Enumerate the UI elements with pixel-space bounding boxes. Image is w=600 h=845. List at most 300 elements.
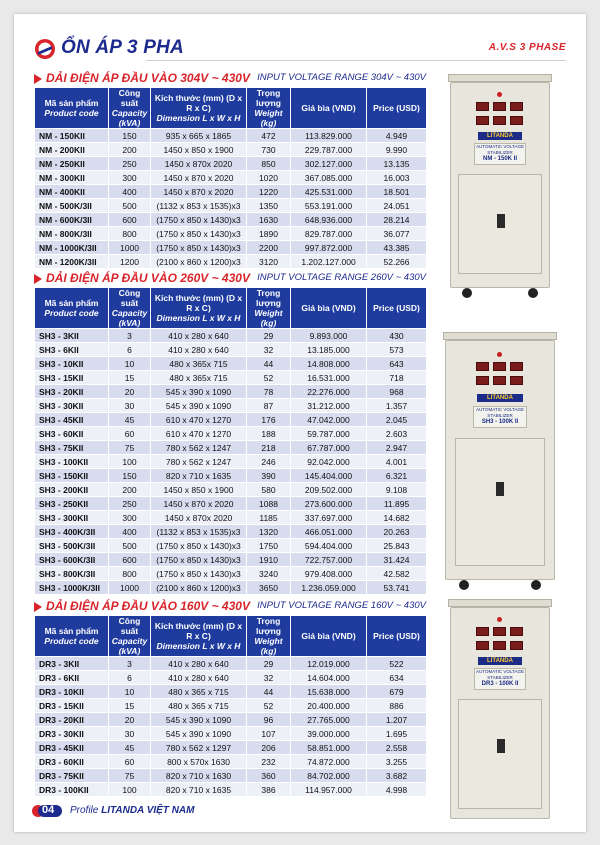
- table-row: [35, 483, 427, 497]
- cell-capacity: 1000: [109, 241, 151, 255]
- cell-product-code: SH3 - 10KII: [35, 357, 109, 371]
- col-header-capacity: [109, 88, 151, 129]
- cell-price-usd: 31.424: [367, 553, 427, 567]
- wheel-icon: [462, 288, 472, 298]
- section-title-160v: [34, 599, 426, 615]
- cell-price-vnd: 466.051.000: [291, 525, 367, 539]
- col-header-code: [35, 616, 109, 657]
- col-header-capacity-vn: Công suất: [118, 616, 141, 636]
- cell-capacity: 150: [109, 469, 151, 483]
- cabinet-lid: [443, 332, 557, 340]
- table-row: [35, 255, 427, 269]
- cell-price-vnd: 67.787.000: [291, 441, 367, 455]
- cell-product-code: SH3 - 800K/3II: [35, 567, 109, 581]
- table-row: [35, 143, 427, 157]
- cell-weight: 360: [247, 769, 291, 783]
- cell-price-usd: 3.682: [367, 769, 427, 783]
- cell-dimension: 820 x 710 x 1630: [151, 769, 247, 783]
- cell-product-code: SH3 - 30KII: [35, 399, 109, 413]
- table-row: [35, 525, 427, 539]
- table-row: [35, 713, 427, 727]
- cell-capacity: 400: [109, 185, 151, 199]
- cell-dimension: 545 x 390 x 1090: [151, 727, 247, 741]
- col-header-code-en: Product code: [44, 636, 99, 646]
- footer-text: [70, 805, 194, 816]
- table-row: [35, 699, 427, 713]
- cell-price-usd: 2.603: [367, 427, 427, 441]
- meter-icon: [476, 376, 489, 385]
- cell-dimension: (1750 x 850 x 1430)x3: [151, 227, 247, 241]
- cell-weight: 246: [247, 455, 291, 469]
- table-row: [35, 455, 427, 469]
- cell-price-usd: 43.385: [367, 241, 427, 255]
- meter-icon: [510, 627, 523, 636]
- cell-product-code: SH3 - 300KII: [35, 511, 109, 525]
- cell-product-code: SH3 - 20KII: [35, 385, 109, 399]
- brand-label: LITANDA: [478, 132, 522, 140]
- col-header-capacity: [109, 616, 151, 657]
- cell-dimension: 1450 x 850 x 1900: [151, 143, 247, 157]
- col-header-weight-en: Weight (kg): [254, 108, 283, 128]
- cell-dimension: 820 x 710 x 1635: [151, 469, 247, 483]
- cell-weight: 3120: [247, 255, 291, 269]
- cell-product-code: DR3 - 45KII: [35, 741, 109, 755]
- cell-capacity: 15: [109, 371, 151, 385]
- cell-product-code: NM - 150KII: [35, 129, 109, 143]
- footer-company: LITANDA VIỆT NAM: [101, 805, 195, 816]
- product-image-sh3: [439, 332, 561, 594]
- cell-weight: 390: [247, 469, 291, 483]
- meter-icon: [493, 641, 506, 650]
- wheel-icon: [528, 288, 538, 298]
- cell-product-code: NM - 250KII: [35, 157, 109, 171]
- cell-dimension: 480 x 365 x 715: [151, 685, 247, 699]
- section-title-260v: [34, 271, 426, 287]
- cell-price-usd: 968: [367, 385, 427, 399]
- meter-icon: [493, 362, 506, 371]
- col-header-weight: [247, 88, 291, 129]
- cell-product-code: DR3 - 20KII: [35, 713, 109, 727]
- cell-weight: 3650: [247, 581, 291, 595]
- table-row: [35, 129, 427, 143]
- cell-price-usd: 13.135: [367, 157, 427, 171]
- cell-weight: 32: [247, 671, 291, 685]
- cell-dimension: 545 x 390 x 1090: [151, 385, 247, 399]
- cell-price-usd: 679: [367, 685, 427, 699]
- cell-product-code: DR3 - 100KII: [35, 783, 109, 797]
- footer-profile-label: Profile: [70, 805, 99, 816]
- cell-capacity: 200: [109, 143, 151, 157]
- cell-dimension: (1750 x 850 x 1430)x3: [151, 553, 247, 567]
- section-title-vn: DẢI ĐIỆN ÁP ĐẦU VÀO 160V ~ 430V: [46, 599, 250, 613]
- triangle-bullet-icon: [34, 74, 42, 84]
- cell-weight: 107: [247, 727, 291, 741]
- meter-icon: [476, 102, 489, 111]
- cell-capacity: 20: [109, 713, 151, 727]
- model-name: DR3 - 100K II: [481, 681, 519, 687]
- table-row: [35, 727, 427, 741]
- table-row: [35, 685, 427, 699]
- col-header-dimension-en: Dimension L x W x H: [156, 641, 241, 651]
- cell-weight: 96: [247, 713, 291, 727]
- cell-product-code: DR3 - 30KII: [35, 727, 109, 741]
- cell-weight: 52: [247, 371, 291, 385]
- cell-capacity: 30: [109, 727, 151, 741]
- cell-weight: 850: [247, 157, 291, 171]
- cell-product-code: DR3 - 60KII: [35, 755, 109, 769]
- table-row: [35, 171, 427, 185]
- cell-capacity: 30: [109, 399, 151, 413]
- cell-product-code: NM - 1000K/3II: [35, 241, 109, 255]
- col-header-weight-vn: Trọng lượng: [256, 88, 281, 108]
- cell-product-code: SH3 - 6KII: [35, 343, 109, 357]
- cell-price-vnd: 1.202.127.000: [291, 255, 367, 269]
- cell-capacity: 60: [109, 755, 151, 769]
- col-header-price-usd-vn: Price (USD): [373, 631, 420, 641]
- cell-capacity: 200: [109, 483, 151, 497]
- wheel-icon: [459, 580, 469, 590]
- table-row: [35, 671, 427, 685]
- cell-weight: 206: [247, 741, 291, 755]
- table-row: [35, 755, 427, 769]
- cell-product-code: SH3 - 45KII: [35, 413, 109, 427]
- cell-weight: 2200: [247, 241, 291, 255]
- table-header-row: [35, 616, 427, 657]
- cell-dimension: 820 x 710 x 1635: [151, 783, 247, 797]
- cell-price-vnd: 58.851.000: [291, 741, 367, 755]
- cell-price-vnd: 979.408.000: [291, 567, 367, 581]
- spec-table-160v: [34, 615, 427, 797]
- table-header-row: [35, 288, 427, 329]
- cell-capacity: 15: [109, 699, 151, 713]
- col-header-code: [35, 88, 109, 129]
- cell-dimension: 410 x 280 x 640: [151, 343, 247, 357]
- col-header-price-usd-vn: Price (USD): [373, 103, 420, 113]
- cell-price-usd: 573: [367, 343, 427, 357]
- cell-price-usd: 4.998: [367, 783, 427, 797]
- cell-price-vnd: 20.400.000: [291, 699, 367, 713]
- cell-price-vnd: 145.404.000: [291, 469, 367, 483]
- cell-price-vnd: 39.000.000: [291, 727, 367, 741]
- table-row: [35, 539, 427, 553]
- table-row: [35, 385, 427, 399]
- table-row: [35, 427, 427, 441]
- cell-price-vnd: 15.638.000: [291, 685, 367, 699]
- wheel-icon: [531, 580, 541, 590]
- cell-weight: 29: [247, 329, 291, 343]
- breaker-icon: [496, 482, 504, 496]
- meter-icon: [493, 102, 506, 111]
- cell-weight: 232: [247, 755, 291, 769]
- plate-subtitle: AUTOMATIC VOLTAGE STABILIZER: [476, 144, 524, 155]
- cell-price-usd: 11.895: [367, 497, 427, 511]
- cell-price-vnd: 22.276.000: [291, 385, 367, 399]
- table-row: [35, 343, 427, 357]
- page-header: [34, 36, 566, 66]
- col-header-weight-en: Weight (kg): [254, 636, 283, 656]
- cell-weight: 730: [247, 143, 291, 157]
- meter-icon: [476, 641, 489, 650]
- cell-capacity: 800: [109, 567, 151, 581]
- meter-icon: [493, 627, 506, 636]
- cell-price-usd: 1.695: [367, 727, 427, 741]
- cell-price-usd: 430: [367, 329, 427, 343]
- section-title-vn: DẢI ĐIỆN ÁP ĐẦU VÀO 260V ~ 430V: [46, 271, 250, 285]
- cell-price-usd: 718: [367, 371, 427, 385]
- triangle-bullet-icon: [34, 602, 42, 612]
- col-header-weight-en: Weight (kg): [254, 308, 283, 328]
- col-header-price-usd: [367, 88, 427, 129]
- cell-dimension: 610 x 470 x 1270: [151, 413, 247, 427]
- cell-price-vnd: 648.936.000: [291, 213, 367, 227]
- section-title-en: INPUT VOLTAGE RANGE 160V ~ 430V: [257, 600, 426, 611]
- cell-product-code: SH3 - 200KII: [35, 483, 109, 497]
- model-name: SH3 - 100K II: [481, 419, 519, 425]
- brand-label: LITANDA: [478, 657, 522, 665]
- table-row: [35, 511, 427, 525]
- plate-subtitle: AUTOMATIC VOLTAGE STABILIZER: [476, 669, 524, 680]
- cell-weight: 1088: [247, 497, 291, 511]
- cell-product-code: SH3 - 600K/3II: [35, 553, 109, 567]
- cell-dimension: 800 x 570x 1630: [151, 755, 247, 769]
- cell-dimension: 1450 x 870x 2020: [151, 511, 247, 525]
- col-header-capacity-en: Capacity (kVA): [111, 636, 148, 656]
- cell-weight: 1185: [247, 511, 291, 525]
- cell-product-code: DR3 - 75KII: [35, 769, 109, 783]
- spec-table-260v: [34, 287, 427, 595]
- meter-icon: [510, 102, 523, 111]
- cell-product-code: NM - 300KII: [35, 171, 109, 185]
- cell-price-vnd: 113.829.000: [291, 129, 367, 143]
- cell-price-usd: 886: [367, 699, 427, 713]
- cell-capacity: 600: [109, 553, 151, 567]
- model-plate: [474, 668, 526, 690]
- cell-product-code: DR3 - 3KII: [35, 657, 109, 671]
- cell-capacity: 100: [109, 455, 151, 469]
- cell-product-code: NM - 400KII: [35, 185, 109, 199]
- cell-price-vnd: 722.757.000: [291, 553, 367, 567]
- table-row: [35, 399, 427, 413]
- cell-dimension: 780 x 562 x 1247: [151, 455, 247, 469]
- cell-price-usd: 2.947: [367, 441, 427, 455]
- col-header-price-vnd-vn: Giá bìa (VND): [301, 103, 356, 113]
- cell-price-vnd: 367.085.000: [291, 171, 367, 185]
- cell-price-vnd: 31.212.000: [291, 399, 367, 413]
- cell-price-usd: 4.001: [367, 455, 427, 469]
- cell-product-code: SH3 - 3KII: [35, 329, 109, 343]
- cell-weight: 1630: [247, 213, 291, 227]
- cell-capacity: 1200: [109, 255, 151, 269]
- cell-weight: 580: [247, 483, 291, 497]
- cell-price-usd: 24.051: [367, 199, 427, 213]
- cell-weight: 52: [247, 699, 291, 713]
- cell-dimension: 780 x 562 x 1247: [151, 441, 247, 455]
- cell-weight: 188: [247, 427, 291, 441]
- col-header-dimension-vn: Kích thước (mm) (D x R x C): [154, 621, 243, 641]
- cell-dimension: 410 x 280 x 640: [151, 671, 247, 685]
- cell-dimension: (1750 x 850 x 1430)x3: [151, 567, 247, 581]
- cell-product-code: NM - 800K/3II: [35, 227, 109, 241]
- cell-product-code: SH3 - 150KII: [35, 469, 109, 483]
- cell-price-vnd: 553.191.000: [291, 199, 367, 213]
- col-header-weight-vn: Trọng lượng: [256, 616, 281, 636]
- cell-price-usd: 42.582: [367, 567, 427, 581]
- section-title-304v: [34, 71, 426, 87]
- section-title-en: INPUT VOLTAGE RANGE 304V ~ 430V: [257, 72, 426, 83]
- cell-product-code: DR3 - 15KII: [35, 699, 109, 713]
- cell-dimension: 480 x 365x 715: [151, 357, 247, 371]
- cell-dimension: (1750 x 850 x 1430)x3: [151, 539, 247, 553]
- table-row: [35, 783, 427, 797]
- product-image-nm: [444, 74, 556, 302]
- page-title: ỔN ÁP 3 PHA: [61, 37, 184, 58]
- col-header-price-usd: [367, 288, 427, 329]
- cell-dimension: 1450 x 870 x 2020: [151, 497, 247, 511]
- meter-icon: [493, 116, 506, 125]
- cell-price-vnd: 594.404.000: [291, 539, 367, 553]
- cell-price-usd: 25.843: [367, 539, 427, 553]
- indicator-lamp-icon: [497, 92, 502, 97]
- section-title-en: INPUT VOLTAGE RANGE 260V ~ 430V: [257, 272, 426, 283]
- cell-product-code: SH3 - 500K/3II: [35, 539, 109, 553]
- cell-capacity: 45: [109, 741, 151, 755]
- cell-price-usd: 3.255: [367, 755, 427, 769]
- cell-product-code: NM - 500K/3II: [35, 199, 109, 213]
- cell-price-vnd: 59.787.000: [291, 427, 367, 441]
- cell-weight: 3240: [247, 567, 291, 581]
- meter-icon: [510, 376, 523, 385]
- cell-product-code: DR3 - 6KII: [35, 671, 109, 685]
- header-divider: [146, 60, 566, 61]
- cell-capacity: 100: [109, 783, 151, 797]
- cabinet-door: [458, 699, 542, 809]
- table-row: [35, 769, 427, 783]
- cell-price-usd: 522: [367, 657, 427, 671]
- col-header-code: [35, 288, 109, 329]
- cell-price-usd: 9.108: [367, 483, 427, 497]
- model-name: NM - 150K II: [482, 156, 517, 162]
- cell-weight: 32: [247, 343, 291, 357]
- page-number: 04: [42, 804, 55, 816]
- cell-capacity: 300: [109, 511, 151, 525]
- cell-capacity: 500: [109, 199, 151, 213]
- col-header-code-en: Product code: [44, 308, 99, 318]
- table-row: [35, 469, 427, 483]
- cell-price-vnd: 74.872.000: [291, 755, 367, 769]
- cell-dimension: 480 x 365 x 715: [151, 699, 247, 713]
- cell-capacity: 10: [109, 685, 151, 699]
- table-row: [35, 581, 427, 595]
- col-header-dimension-vn: Kích thước (mm) (D x R x C): [154, 93, 243, 113]
- table-row: [35, 657, 427, 671]
- breaker-icon: [497, 739, 505, 753]
- table-row: [35, 553, 427, 567]
- cell-dimension: (2100 x 860 x 1200)x3: [151, 255, 247, 269]
- cell-price-vnd: 829.787.000: [291, 227, 367, 241]
- meter-icon: [476, 116, 489, 125]
- cell-dimension: 1450 x 870x 2020: [151, 157, 247, 171]
- col-header-capacity: [109, 288, 151, 329]
- cell-price-vnd: 12.019.000: [291, 657, 367, 671]
- page-subtitle-en: A.V.S 3 PHASE: [488, 42, 566, 53]
- cell-capacity: 6: [109, 343, 151, 357]
- cell-product-code: NM - 600K/3II: [35, 213, 109, 227]
- cell-product-code: NM - 200KII: [35, 143, 109, 157]
- col-header-code-vn: Mã sản phẩm: [44, 626, 99, 636]
- cell-weight: 472: [247, 129, 291, 143]
- product-image-dr3: [444, 599, 556, 829]
- cell-capacity: 75: [109, 769, 151, 783]
- col-header-price-usd-vn: Price (USD): [373, 303, 420, 313]
- cell-product-code: SH3 - 100KII: [35, 455, 109, 469]
- col-header-price-vnd-vn: Giá bìa (VND): [301, 631, 356, 641]
- triangle-bullet-icon: [34, 274, 42, 284]
- cell-capacity: 300: [109, 171, 151, 185]
- table-row: [35, 371, 427, 385]
- cell-weight: 78: [247, 385, 291, 399]
- cell-weight: 1320: [247, 525, 291, 539]
- cell-capacity: 45: [109, 413, 151, 427]
- cell-dimension: 1450 x 870 x 2020: [151, 171, 247, 185]
- col-header-price-vnd: [291, 88, 367, 129]
- cell-product-code: DR3 - 10KII: [35, 685, 109, 699]
- cell-weight: 176: [247, 413, 291, 427]
- col-header-capacity-vn: Công suất: [118, 288, 141, 308]
- cell-product-code: SH3 - 75KII: [35, 441, 109, 455]
- cell-price-vnd: 425.531.000: [291, 185, 367, 199]
- brand-label: LITANDA: [477, 394, 523, 402]
- cell-price-usd: 634: [367, 671, 427, 685]
- cell-price-vnd: 997.872.000: [291, 241, 367, 255]
- litanda-logo-icon: [34, 38, 56, 60]
- cell-dimension: (2100 x 860 x 1200)x3: [151, 581, 247, 595]
- cell-price-vnd: 14.604.000: [291, 671, 367, 685]
- cell-price-vnd: 229.787.000: [291, 143, 367, 157]
- breaker-icon: [497, 214, 505, 228]
- cell-price-usd: 1.207: [367, 713, 427, 727]
- cell-weight: 44: [247, 685, 291, 699]
- cell-product-code: SH3 - 1000K/3II: [35, 581, 109, 595]
- cell-weight: 44: [247, 357, 291, 371]
- table-row: [35, 199, 427, 213]
- table-row: [35, 157, 427, 171]
- cell-price-usd: 20.263: [367, 525, 427, 539]
- table-row: [35, 741, 427, 755]
- cell-capacity: 250: [109, 157, 151, 171]
- cell-capacity: 600: [109, 213, 151, 227]
- cabinet-lid: [448, 599, 552, 607]
- cell-product-code: SH3 - 15KII: [35, 371, 109, 385]
- cell-weight: 1750: [247, 539, 291, 553]
- col-header-capacity-vn: Công suất: [118, 88, 141, 108]
- model-plate: [474, 143, 526, 165]
- cell-dimension: 410 x 280 x 640: [151, 657, 247, 671]
- cell-price-vnd: 302.127.000: [291, 157, 367, 171]
- col-header-weight-vn: Trọng lượng: [256, 288, 281, 308]
- table-row: [35, 241, 427, 255]
- table-row: [35, 185, 427, 199]
- cell-price-usd: 2.045: [367, 413, 427, 427]
- cell-capacity: 60: [109, 427, 151, 441]
- indicator-lamp-icon: [497, 352, 502, 357]
- cell-weight: 1020: [247, 171, 291, 185]
- meter-icon: [510, 362, 523, 371]
- cell-price-usd: 9.990: [367, 143, 427, 157]
- table-row: [35, 329, 427, 343]
- cell-dimension: (1132 x 853 x 1535)x3: [151, 199, 247, 213]
- table-row: [35, 227, 427, 241]
- cell-dimension: 545 x 390 x 1090: [151, 713, 247, 727]
